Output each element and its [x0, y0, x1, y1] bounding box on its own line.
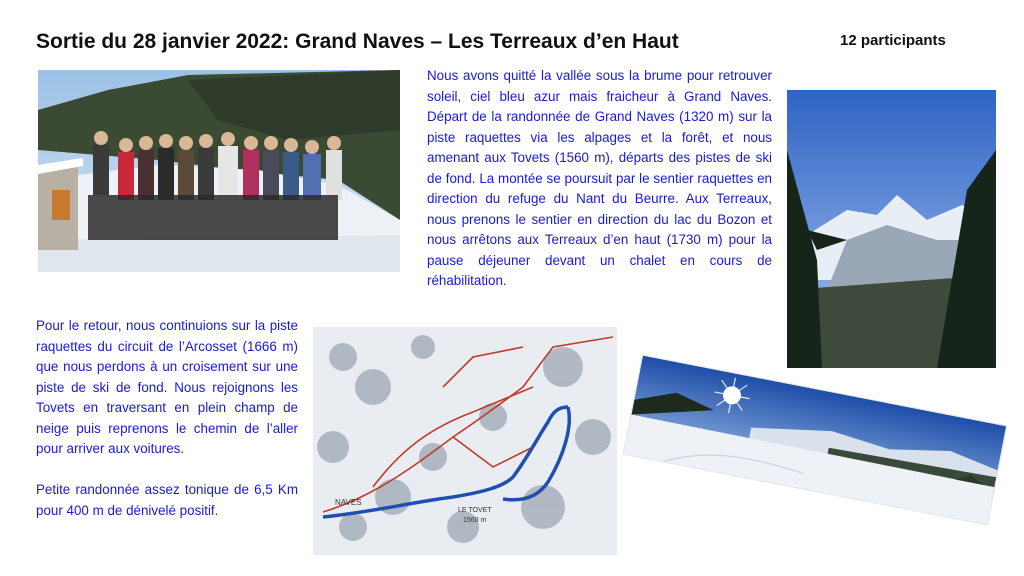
map-label-tovet-altitude: 1560 m — [463, 517, 487, 524]
participant-count: 12 participants — [840, 32, 946, 49]
group-photo — [38, 70, 400, 272]
panorama-photo — [624, 356, 1006, 525]
page-title: Sortie du 28 janvier 2022: Grand Naves – Les Terreaux d’en Haut — [36, 30, 679, 53]
map-label-tovet: LE TOVET — [458, 507, 492, 514]
description-paragraph-1: Nous avons quitté la vallée sous la brume pour retrouver soleil, ciel bleu azur mais fraicheur à Grand Naves. Départ de la randonnée de Grand Naves (1320 m) sur la piste raquettes via les alpages et la forêt, et nous amenant aux Tovets (1560 m), départs des pistes de ski de fond. La montée se poursuit par le sentier raquettes en direction du refuge du Nant du Beurre. Aux Terreaux, nous prenons le sentier en direction du lac du Bozon et nous arrêtons aux Terreaux d’en haut (1730 m) pour la pause déjeuner devant un chalet en cours de réhabilitation. — [427, 68, 772, 288]
description-paragraph-3: Petite randonnée assez tonique de 6,5 Km pour 400 m de dénivelé positif. — [36, 482, 298, 518]
trail-map-photo — [313, 327, 617, 555]
description-paragraph-2: Pour le retour, nous continuions sur la piste raquettes du circuit de l’Arcosset (1666 m) que nous perdons à un croisement sur une piste de ski de fond. Nous rejoignons les Tovets en traversant en plein champ de neige puis reprenons le chemin de l’aller pour arriver aux voitures. — [36, 318, 298, 456]
mountain-photo — [787, 90, 996, 368]
map-label-naves: NAVES — [335, 498, 362, 507]
